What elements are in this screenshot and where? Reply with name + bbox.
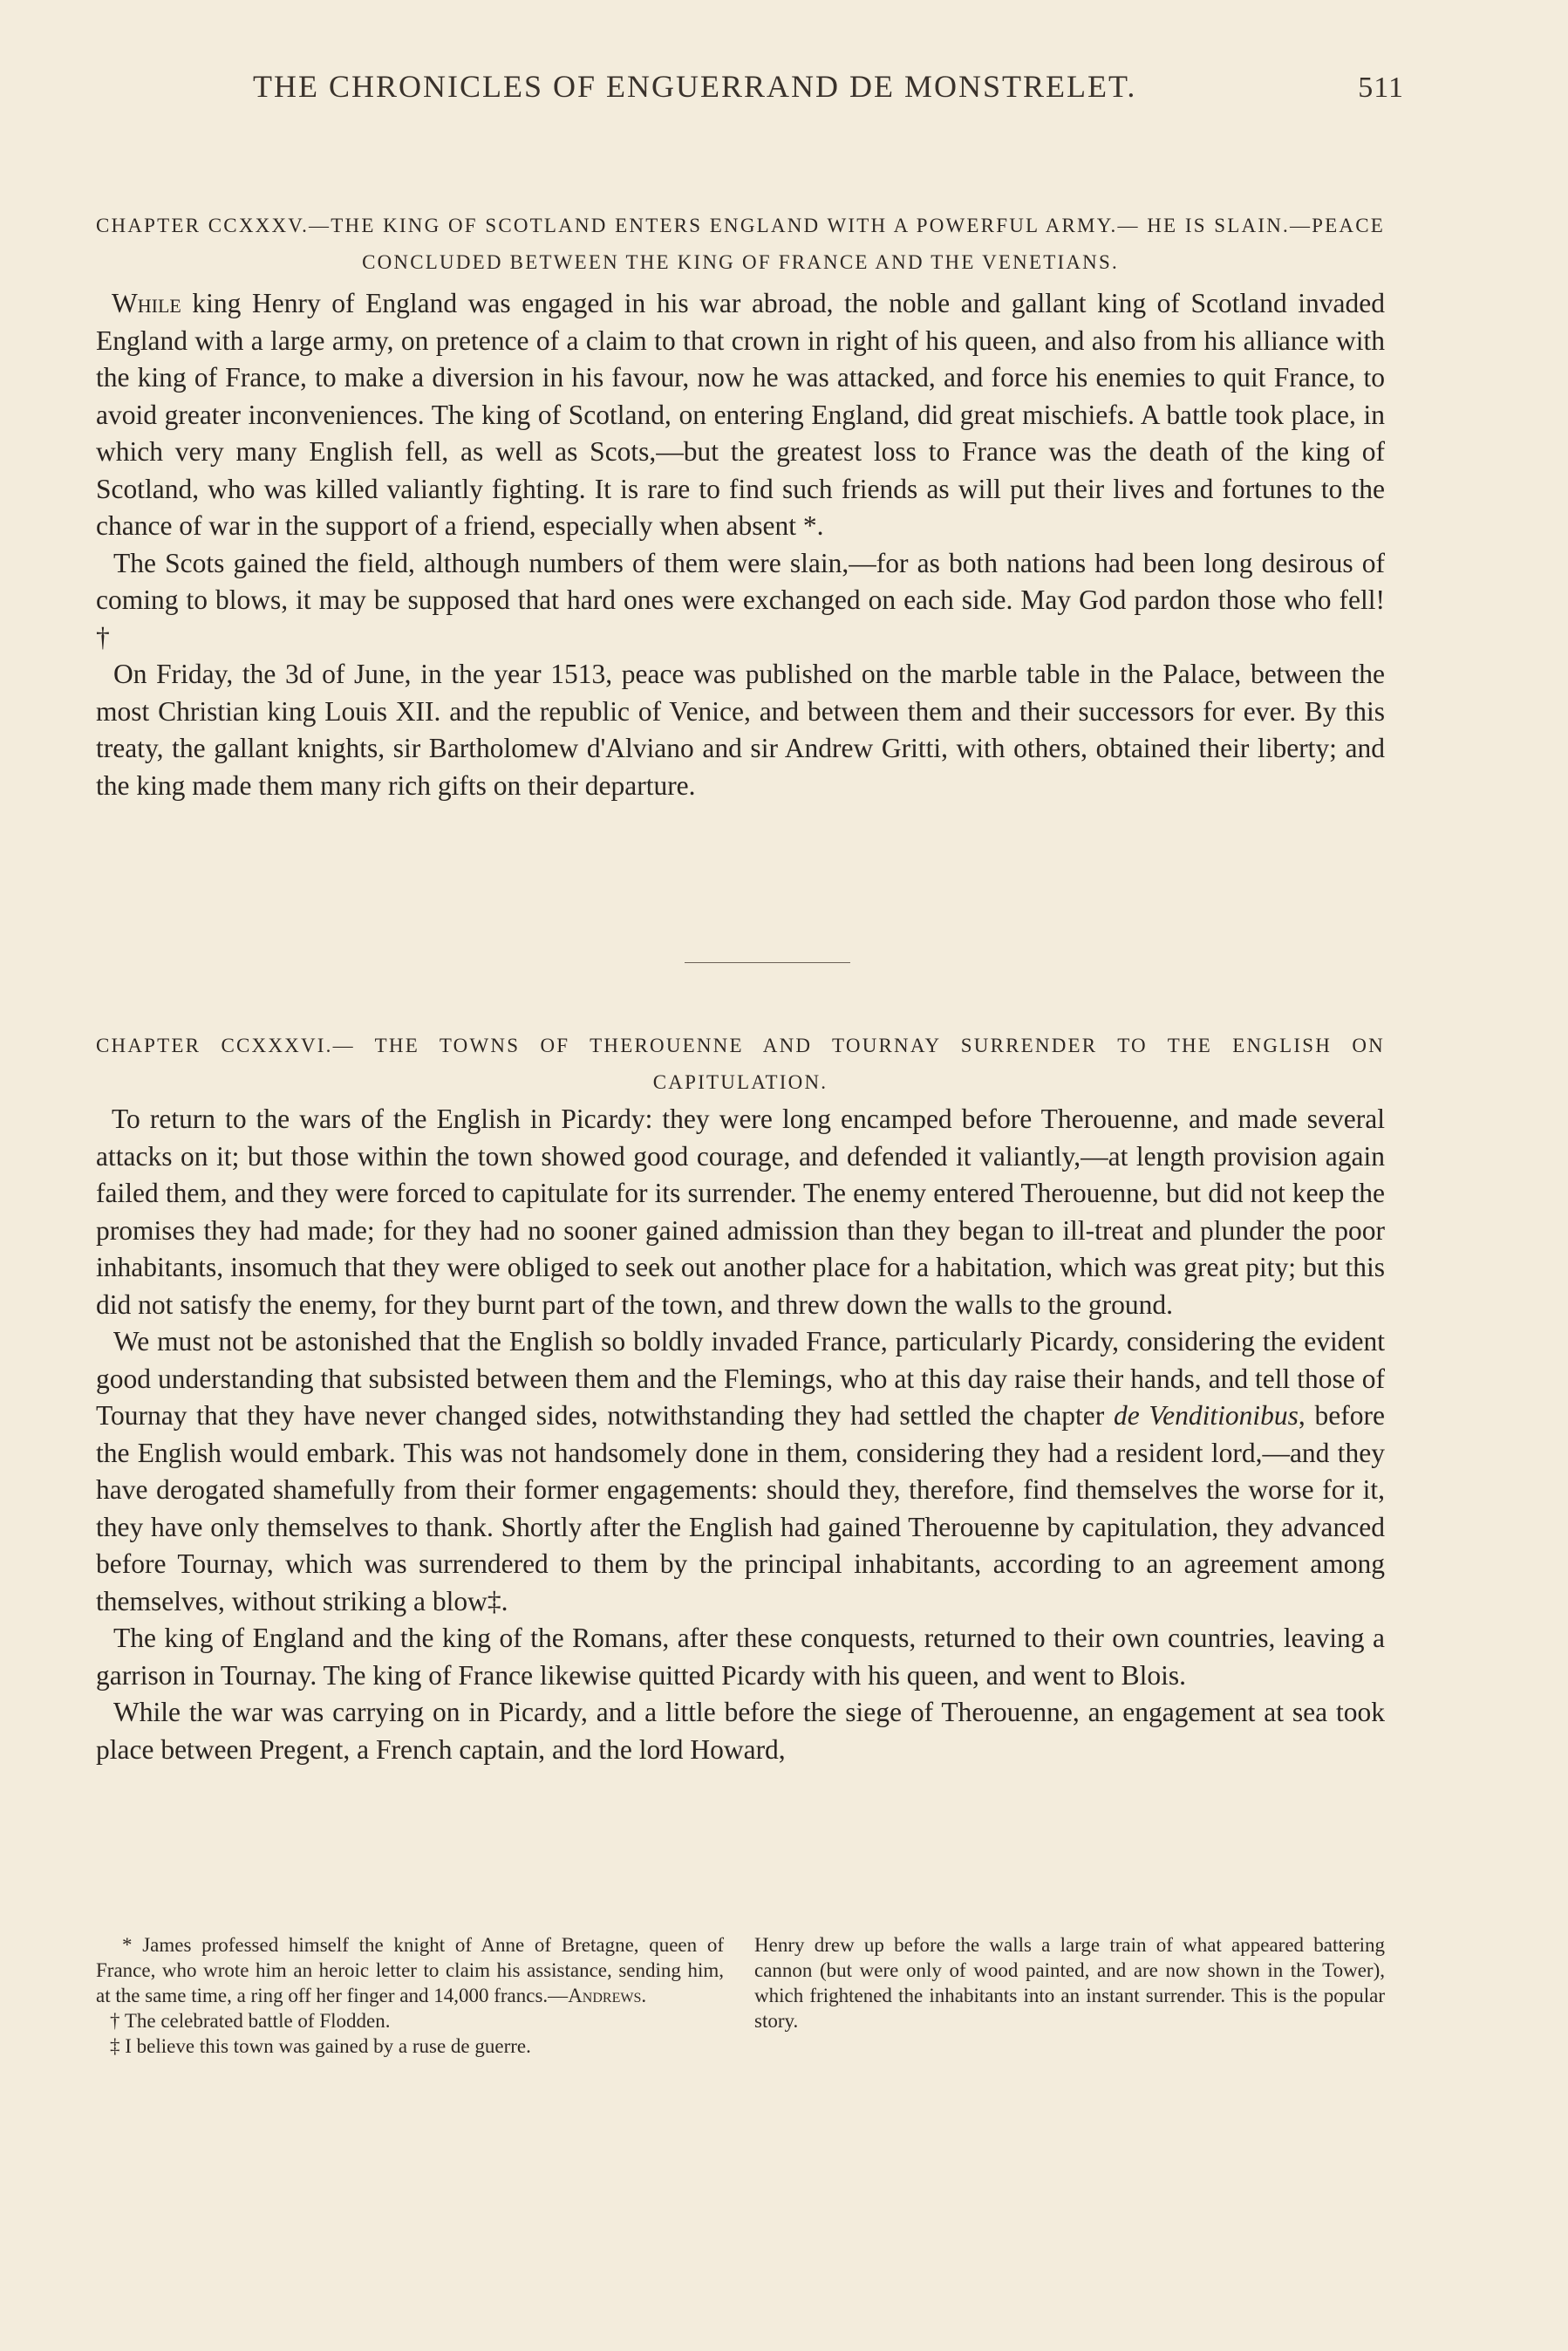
footnote-end: . <box>641 1985 647 2006</box>
footnote-continuation: Henry drew up before the walls a large train of what appeared battering cannon (but were only of wood painted, and are now shown in the Tower), which frightened the inhabitants into an instant surrender. This is the popular story. <box>754 1934 1385 2032</box>
chapter-236-heading: CHAPTER CCXXXVI.— THE TOWNS OF THEROUENNE AND TOURNAY SURRENDER TO THE ENGLISH ON CAPITULATION. <box>96 1035 1385 1093</box>
chapter-235-heading: CHAPTER CCXXXV.—THE KING OF SCOTLAND ENTERS ENGLAND WITH A POWERFUL ARMY.— HE IS SLAIN.—PEACE CONCLUDED BETWEEN THE KING OF FRANCE AND THE VENETIANS. <box>96 215 1385 273</box>
running-title: THE CHRONICLES OF ENGUERRAND DE MONSTRELET. <box>253 69 1137 104</box>
section-divider <box>685 962 850 963</box>
paragraph: The Scots gained the field, although numbers of them were slain,—for as both nations had been long desirous of coming to blows, it may be supposed that hard ones were exchanged on each side. May God pardon those who fell! † <box>96 547 1385 653</box>
paragraph: To return to the wars of the English in Picardy: they were long encamped before Therouenne, and made several attacks on it; but those within the town showed good courage, and defended it valiantly,—at length provision again failed them, and they were forced to capitulate for its surrender. The enemy entered Therouenne, but did not keep the promises they had made; for they had no sooner gained admission than they began to ill-treat and plunder the poor inhabitants, insomuch that they were obliged to seek out another place for a habitation, which was great pity; but this did not satisfy the enemy, for they burnt part of the town, and threw down the walls to the ground. <box>96 1104 1385 1320</box>
chapter-235-body <box>96 285 1385 804</box>
paragraph <box>96 1323 1385 1620</box>
paragraph: While the war was carrying on in Picardy, and a little before the siege of Therouenne, an engagement at sea took place between Pregent, a French captain, and the lord Howard, <box>96 1697 1385 1765</box>
footnote-dagger: † The celebrated battle of Flodden. <box>110 2010 391 2032</box>
footnotes <box>96 1932 1385 2150</box>
footnotes-right-column <box>754 1932 1385 2033</box>
paragraph <box>96 285 1385 545</box>
page-number: 511 <box>1358 72 1404 104</box>
paragraph-text: king Henry of England was engaged in his war abroad, the noble and gallant king of Scotland invaded England with a large army, on pretence of a claim to that crown in right of his queen, and also from his alliance with the king of France, to make a diversion in his favour, now he was attacked, and force his enemies to quit France, to avoid greater inconveniences. The king of Scotland, on entering England, did great mischiefs. A battle took place, in which very many English fell, as well as Scots,—but the greatest loss to France was the death of the king of Scotland, who was killed valiantly fighting. It is rare to find such friends as will put their lives and fortunes to the chance of war in the support of a friend, especially when absent *. <box>96 288 1385 541</box>
footnote-text: * James professed himself the knight of Anne of Bretagne, queen of France, who wrote him an heroic letter to claim his assistance, sending him, at the same time, a ring off her finger and 14,000 francs.— <box>96 1934 724 2006</box>
lead-word: While <box>112 288 181 318</box>
footnotes-left-column <box>96 1932 724 2059</box>
page-header <box>253 68 1404 120</box>
paragraph-text: , before the English would embark. This was not handsomely done in them, considering they had a resident lord,—and they have derogated shamefully from their former engagements: should they, therefore, find themselves the worse for it, they have only themselves to thank. Shortly after the English had gained Therouenne by capitulation, they advanced before Tournay, which was surrendered to them by the principal inhabitants, according to an agreement among themselves, without striking a blow‡. <box>96 1400 1385 1616</box>
footnote-star <box>96 1932 724 2008</box>
footnote-author: Andrews <box>568 1985 642 2006</box>
paragraph-text: We must not be astonished that the English so boldly invaded France, particularly Picardy, considering the evident good understanding that subsisted between them and the Flemings, who at this day raise their hands, and tell those of Tournay that they have never changed sides, notwithstanding they had settled the chapter <box>96 1326 1385 1431</box>
latin-title: de Venditionibus <box>1113 1400 1299 1431</box>
chapter-236-body <box>96 1101 1385 1768</box>
paragraph: On Friday, the 3d of June, in the year 1513, peace was published on the marble table in the Palace, between the most Christian king Louis XII. and the republic of Venice, and between them and their successors for ever. By this treaty, the gallant knights, sir Bartholomew d'Alviano and sir Andrew Gritti, with others, obtained their liberty; and the king made them many rich gifts on their departure. <box>96 659 1385 801</box>
paragraph: The king of England and the king of the Romans, after these conquests, returned to their own countries, leaving a garrison in Tournay. The king of France likewise quitted Picardy with his queen, and went to Blois. <box>96 1623 1385 1691</box>
footnote-double-dagger: ‡ I believe this town was gained by a ruse de guerre. <box>110 2035 531 2057</box>
